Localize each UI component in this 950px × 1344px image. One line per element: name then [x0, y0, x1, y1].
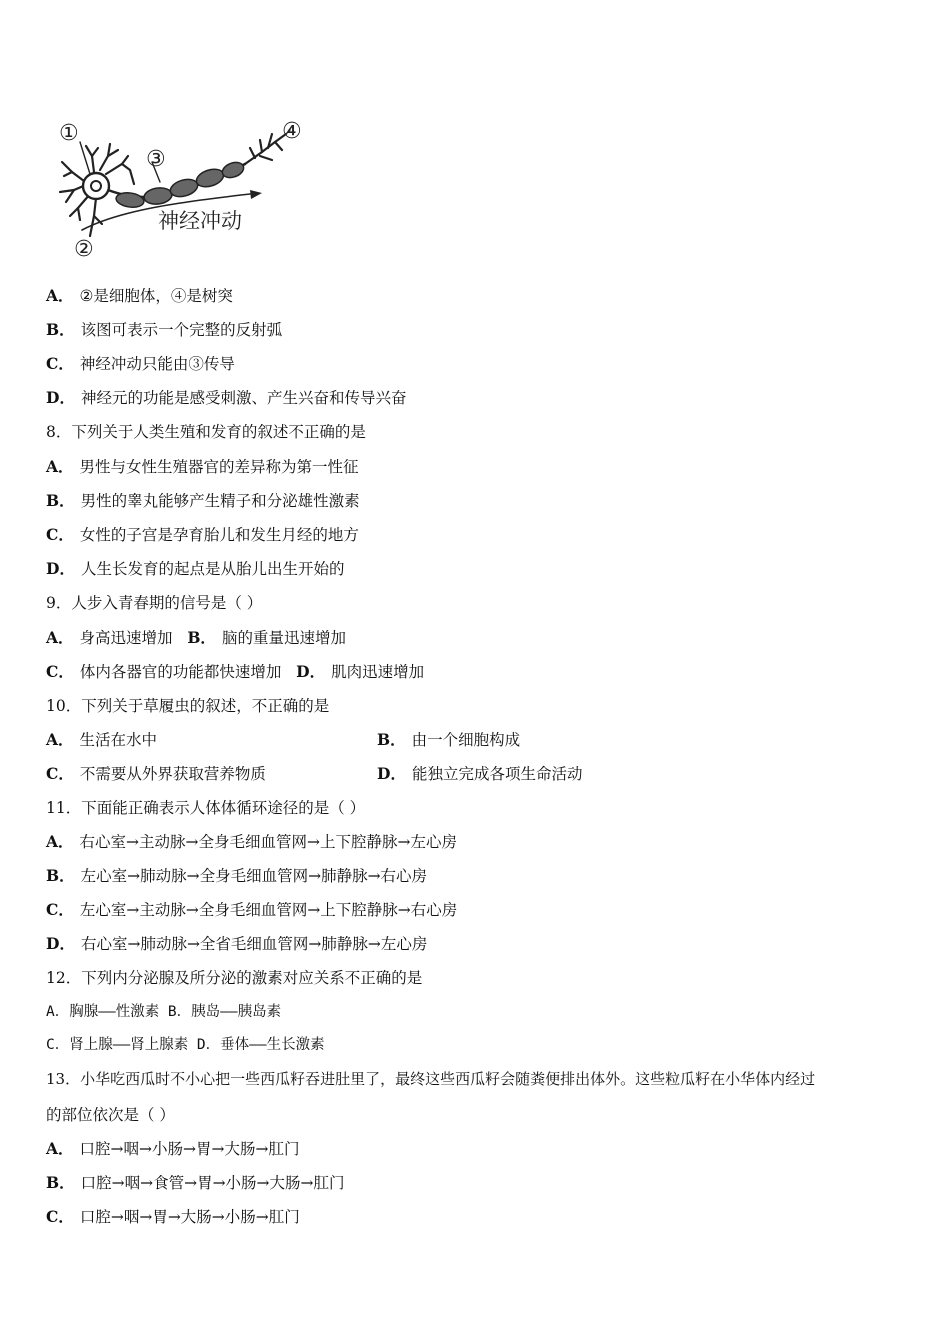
- q8-option-d: D． 人生长发育的起点是从胎儿出生开始的: [46, 559, 345, 578]
- q9-stem: 9．人步入青春期的信号是（ ）: [46, 594, 263, 612]
- neuron-diagram: [50, 112, 312, 264]
- label-4: ④: [282, 119, 302, 144]
- label-2: ②: [74, 237, 94, 262]
- q10-option-a: A． 生活在水中: [46, 730, 158, 749]
- figure-caption: 神经冲动: [158, 209, 242, 233]
- q7-option-c: C． 神经冲动只能由③传导: [46, 354, 235, 373]
- q8-option-b: B． 男性的睾丸能够产生精子和分泌雄性激素: [46, 491, 360, 510]
- q13-stem-line-1: 13．小华吃西瓜时不小心把一些西瓜籽吞进肚里了，最终这些西瓜籽会随粪便排出体外。这些粒瓜籽在小华体内经过: [46, 1070, 816, 1088]
- q8-stem: 8．下列关于人类生殖和发育的叙述不正确的是: [46, 423, 366, 441]
- q9-options-row-1: A． 身高迅速增加 B． 脑的重量迅速增加: [46, 628, 346, 647]
- q10-option-d: D． 能独立完成各项生命活动: [377, 764, 583, 783]
- q12-stem: 12．下列内分泌腺及所分泌的激素对应关系不正确的是: [46, 969, 423, 987]
- q7-option-b: B． 该图可表示一个完整的反射弧: [46, 320, 283, 339]
- q10-option-b: B． 由一个细胞构成: [377, 730, 521, 749]
- label-1: ①: [59, 121, 79, 146]
- q13-stem-line-2: 的部位依次是（ ）: [46, 1106, 175, 1124]
- q11-option-a: A． 右心室→主动脉→全身毛细血管网→上下腔静脉→左心房: [46, 832, 457, 851]
- q12-options-row-2: C．肾上腺——肾上腺素 D．垂体——生长激素: [46, 1037, 325, 1053]
- q8-option-a: A． 男性与女性生殖器官的差异称为第一性征: [46, 457, 359, 476]
- label-3: ③: [146, 147, 166, 172]
- q11-option-b: B． 左心室→肺动脉→全身毛细血管网→肺静脉→右心房: [46, 866, 428, 885]
- q8-option-c: C． 女性的子宫是孕育胎儿和发生月经的地方: [46, 525, 359, 544]
- q13-option-c: C． 口腔→咽→胃→大肠→小肠→肛门: [46, 1207, 300, 1226]
- q10-option-c: C． 不需要从外界获取营养物质: [46, 764, 266, 783]
- q11-stem: 11．下面能正确表示人体体循环途径的是（ ）: [46, 799, 366, 817]
- q7-option-d: D． 神经元的功能是感受刺激、产生兴奋和传导兴奋: [46, 388, 407, 407]
- q12-options-row-1: A．胸腺——性激素 B．胰岛——胰岛素: [46, 1004, 282, 1020]
- q9-options-row-2: C． 体内各器官的功能都快速增加 D． 肌肉迅速增加: [46, 662, 425, 681]
- q11-option-d: D． 右心室→肺动脉→全省毛细血管网→肺静脉→左心房: [46, 934, 428, 953]
- q11-option-c: C． 左心室→主动脉→全身毛细血管网→上下腔静脉→右心房: [46, 900, 458, 919]
- q13-option-a: A． 口腔→咽→小肠→胃→大肠→肛门: [46, 1139, 300, 1158]
- q10-stem: 10．下列关于草履虫的叙述，不正确的是: [46, 697, 330, 715]
- q7-option-a: A． ②是细胞体，④是树突: [46, 286, 233, 305]
- q13-option-b: B． 口腔→咽→食管→胃→小肠→大肠→肛门: [46, 1173, 345, 1192]
